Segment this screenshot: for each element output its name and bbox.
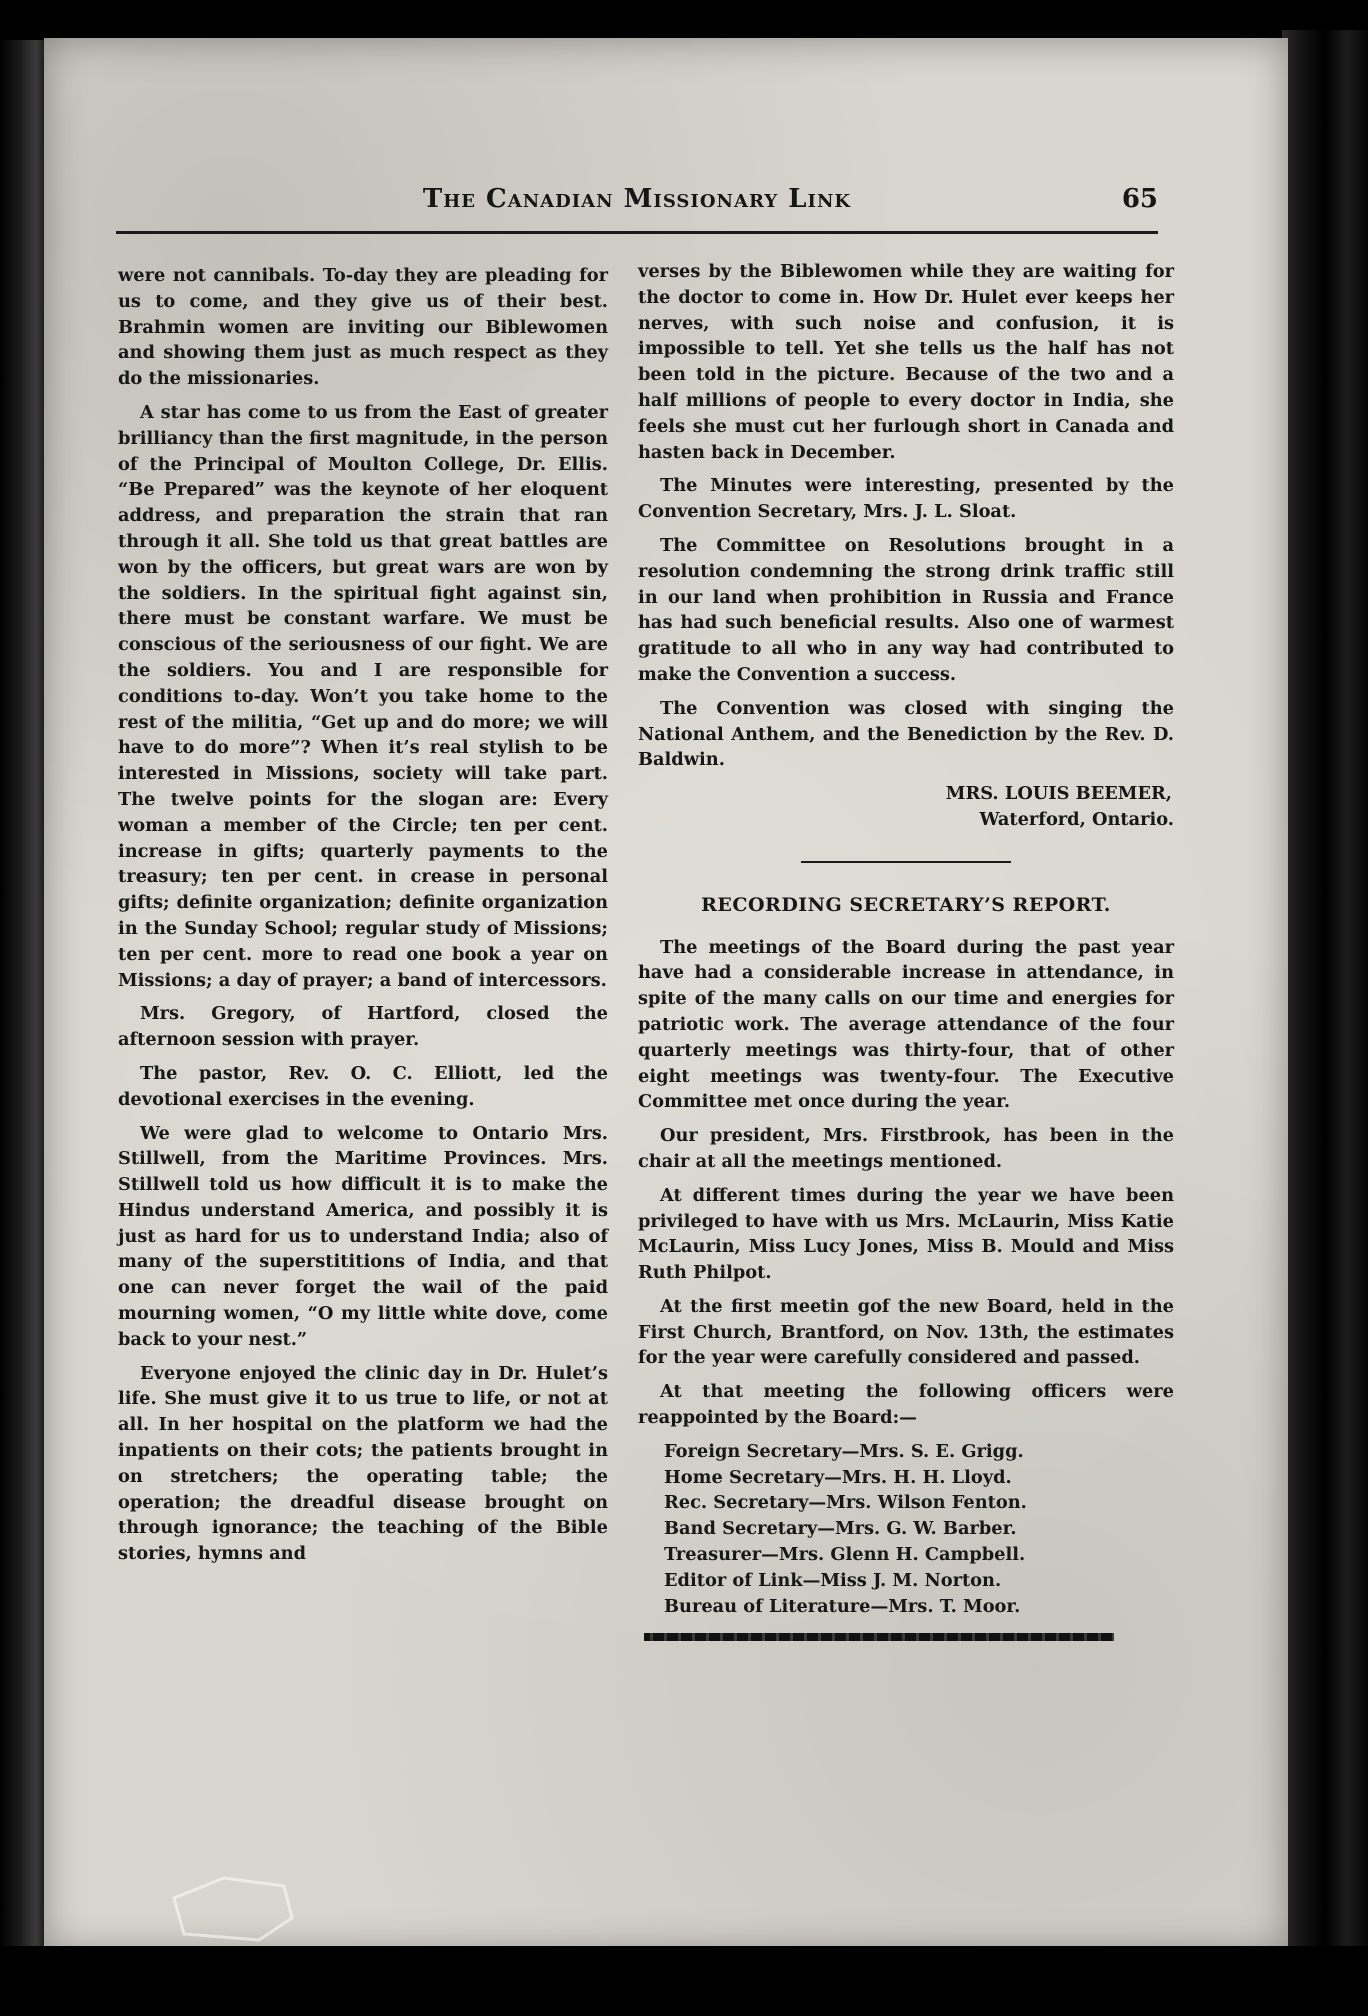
- right-column: [638, 259, 1174, 1641]
- officers-list: [664, 1439, 1174, 1620]
- header-rule: [116, 231, 1158, 234]
- paragraph: At different times during the year we have been privileged to have with us Mrs. McLaurin, Miss Katie McLaurin, Miss Lucy Jones, Miss B. Mould and Miss Ruth Philpot.: [638, 1184, 1174, 1284]
- officer-entry: Bureau of Literature—Mrs. T. Moor.: [664, 1595, 1021, 1617]
- paragraph: The Committee on Resolutions brought in a resolution condemning the strong drink traffic still in our land when prohibition in Russia and France has had such beneficial results. Also one of warmest gratitude to all who in any way had contributed to make the Convention a success.: [638, 534, 1174, 685]
- end-of-page-ornament-rule: [644, 1633, 1114, 1641]
- paragraph: The pastor, Rev. O. C. Elliott, led the devotional exercises in the evening.: [118, 1062, 608, 1110]
- scan-bottom-border: [0, 1946, 1368, 2016]
- running-header: [116, 184, 1158, 224]
- section-separator-rule: [801, 861, 1011, 863]
- officer-entry: Rec. Secretary—Mrs. Wilson Fenton.: [664, 1492, 1027, 1514]
- paragraph: At the first meetin gof the new Board, held in the First Church, Brantford, on Nov. 13th, the estimates for the year were carefully considered and passed.: [638, 1295, 1174, 1369]
- report-heading: RECORDING SECRETARY’S REPORT.: [701, 893, 1111, 916]
- officer-entry: Band Secretary—Mrs. G. W. Barber.: [664, 1518, 1017, 1540]
- officer-entry: Editor of Link—Miss J. M. Norton.: [664, 1569, 1002, 1591]
- paragraph: Everyone enjoyed the clinic day in Dr. Hulet’s life. She must give it to us true to life, or not at all. In her hospital on the platform we had the inpatients on their cots; the patients brought in on stretchers; the operating table; the operation; the dreadful disease brought on through ignorance; the teaching of the Bible stories, hymns and: [118, 1362, 608, 1565]
- paper-crease-mark: [164, 1868, 304, 1948]
- signature-name: MRS. LOUIS BEEMER,: [945, 783, 1172, 805]
- scan-top-border: [0, 0, 1368, 40]
- officer-entry: Foreign Secretary—Mrs. S. E. Grigg.: [664, 1440, 1024, 1462]
- paragraph: We were glad to welcome to Ontario Mrs. Stillwell, from the Maritime Provinces. Mrs. Stillwell told us how difficult it is to make the Hindus understand America, and possibly it is just as hard for us to understand India; also of many of the superstititions of India, and that one can never forget the wail of the paid mourning women, “O my little white dove, come back to your nest.”: [118, 1122, 608, 1350]
- left-column: [118, 263, 608, 1575]
- paragraph: The Minutes were interesting, presented by the Convention Secretary, Mrs. J. L. Sloat.: [638, 475, 1174, 523]
- paragraph: The meetings of the Board during the past year have had a considerable increase in attendance, in spite of the many calls on our time and energies for patriotic work. The average attendance of the four quarterly meetings was thirty-four, that of other eight meetings was twenty-four. The Executive Committee met once during the year.: [638, 936, 1174, 1113]
- left-book-binding: [0, 40, 48, 1950]
- paragraph: Mrs. Gregory, of Hartford, closed the afternoon session with prayer.: [118, 1003, 608, 1051]
- officer-entry: Home Secretary—Mrs. H. H. Lloyd.: [664, 1466, 1012, 1488]
- paragraph: were not cannibals. To-day they are pleading for us to come, and they give us of their best. Brahmin women are inviting our Biblewomen and showing them just as much respect as they do the missionaries.: [118, 265, 608, 390]
- page-number: 65: [1121, 184, 1158, 214]
- paragraph: The Convention was closed with singing the National Anthem, and the Benediction by the Rev. D. Baldwin.: [638, 697, 1174, 771]
- signature-place: Waterford, Ontario.: [979, 808, 1174, 830]
- journal-title: The Canadian Missionary Link: [422, 184, 852, 214]
- signature-block: [638, 781, 1174, 833]
- officer-entry: Treasurer—Mrs. Glenn H. Campbell.: [664, 1544, 1026, 1566]
- paragraph: verses by the Biblewomen while they are waiting for the doctor to come in. How Dr. Hulet ever keeps her nerves, with such noise and confusion, it is impossible to tell. Yet she tells us the half has not been told in the picture. Because of the two and a half millions of people to every doctor in India, she feels she must cut her furlough short in Canada and hasten back in December.: [638, 261, 1174, 463]
- document-page: [44, 38, 1288, 1953]
- right-book-binding: [1282, 30, 1368, 1950]
- paragraph: Our president, Mrs. Firstbrook, has been in the chair at all the meetings mentioned.: [638, 1125, 1174, 1172]
- paragraph: At that meeting the following officers were reappointed by the Board:—: [638, 1381, 1174, 1429]
- paragraph: A star has come to us from the East of greater brilliancy than the first magnitude, in the person of the Principal of Moulton College, Dr. Ellis. “Be Prepared” was the keynote of her eloquent address, and preparation the strain that ran through it all. She told us that great battles are won by the officers, but great wars are won by the soldiers. In the spiritual fight against sin, there must be constant warfare. We must be conscious of the seriousness of our fight. We are the soldiers. You and I are responsible for conditions to-day. Won’t you take home to the rest of the militia, “Get up and do more; we will have to do more”? When it’s real stylish to be interested in Missions, society will take part. The twelve points for the slogan are: Every woman a member of the Circle; ten per cent. increase in gifts; quarterly payments to the treasury; ten per cent. in crease in personal gifts; definite organization; definite organization in the Sunday School; regular study of Missions; ten per cent. more to read one book a year on Missions; a day of prayer; a band of intercessors.: [118, 401, 608, 991]
